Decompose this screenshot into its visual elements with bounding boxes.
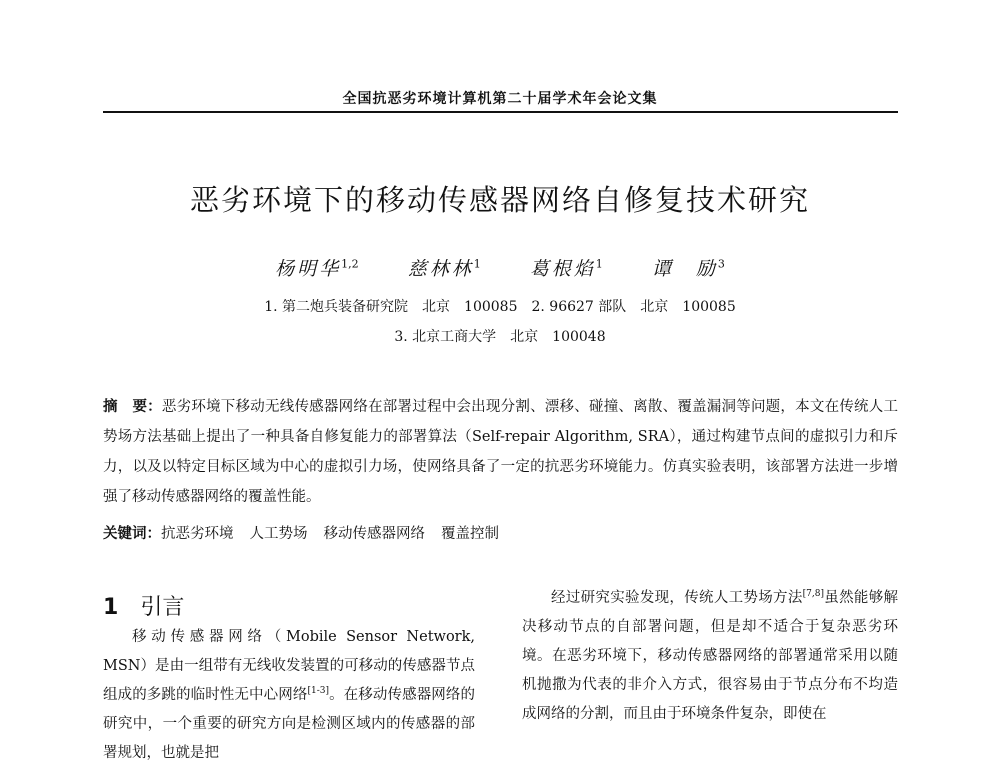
header-rule bbox=[103, 111, 898, 113]
right-column-paragraph bbox=[522, 584, 898, 729]
author-2 bbox=[408, 254, 481, 281]
paragraph-text: 虽然能够解决移动节点的自部署问题，但是却不适合于复杂恶劣环境。在恶劣环境下，移动传感器网络的部署通常采用以随机抛撒为代表的非介入方式，很容易由于节点分布不均造成网络的分割，而且由于环境条件复杂，即使在 bbox=[522, 590, 899, 722]
author-name: 慈林林 bbox=[407, 258, 474, 280]
citation: [1-3] bbox=[307, 686, 329, 697]
section-title: 引言 bbox=[140, 595, 185, 620]
author-affiliation-mark: 1 bbox=[473, 257, 481, 271]
keywords-label: 关键词： bbox=[103, 525, 161, 542]
affiliation-line-2: 3. 北京工商大学 北京 100048 bbox=[394, 329, 606, 345]
author-affiliation-mark: 1 bbox=[595, 257, 603, 271]
paragraph-text: 。在移动传感器网络的研究中，一个重要的研究方向是检测区域内的传感器的部署规划，也就是把 bbox=[103, 687, 476, 761]
author-name: 谭 励 bbox=[651, 258, 718, 280]
author-1 bbox=[275, 254, 359, 281]
author-list bbox=[0, 254, 1000, 281]
author-name: 杨明华 bbox=[275, 258, 342, 280]
keyword: 人工势场 bbox=[249, 526, 308, 542]
section-number: 1 bbox=[103, 595, 119, 620]
section-heading bbox=[103, 590, 184, 621]
running-head: 全国抗恶劣环境计算机第二十届学术年会论文集 bbox=[342, 91, 658, 107]
author-3 bbox=[530, 254, 603, 281]
author-4 bbox=[652, 254, 725, 281]
abstract bbox=[103, 392, 898, 512]
author-name: 葛根焰 bbox=[529, 258, 596, 280]
paragraph-text: 移动传感器网络（Mobile Sensor Network, MSN）是由一组带有无线收发装置的可移动的传感器节点组成的多跳的临时性无中心网络 bbox=[103, 629, 475, 703]
keywords bbox=[103, 520, 898, 548]
paper-title: 恶劣环境下的移动传感器网络自修复技术研究 bbox=[189, 183, 810, 217]
abstract-text: 恶劣环境下移动无线传感器网络在部署过程中会出现分割、漂移、碰撞、离散、覆盖漏洞等问题，本文在传统人工势场方法基础上提出了一种具备自修复能力的部署算法（Self-repair Algorithm, SRA），通过构建节点间的虚拟引力和斥力，以及以特定目标区域为中心的虚拟引力场，使网络具备了一定的抗恶劣环境能力。仿真实验表明，该部署方法进一步增强了移动传感器网络的覆盖性能。 bbox=[103, 399, 898, 505]
paragraph-text: 经过研究实验发现，传统人工势场方法 bbox=[551, 590, 803, 606]
keyword: 移动传感器网络 bbox=[323, 526, 425, 542]
keyword: 覆盖控制 bbox=[441, 526, 499, 542]
citation: [7,8] bbox=[802, 589, 824, 600]
author-affiliation-mark: 1,2 bbox=[341, 257, 359, 271]
keyword: 抗恶劣环境 bbox=[161, 526, 234, 542]
abstract-label: 摘 要： bbox=[103, 398, 162, 415]
left-column-paragraph bbox=[103, 623, 475, 768]
author-affiliation-mark: 3 bbox=[717, 257, 725, 271]
affiliation-line-1: 1. 第二炮兵装备研究院 北京 100085 2. 96627 部队 北京 100085 bbox=[264, 299, 736, 315]
